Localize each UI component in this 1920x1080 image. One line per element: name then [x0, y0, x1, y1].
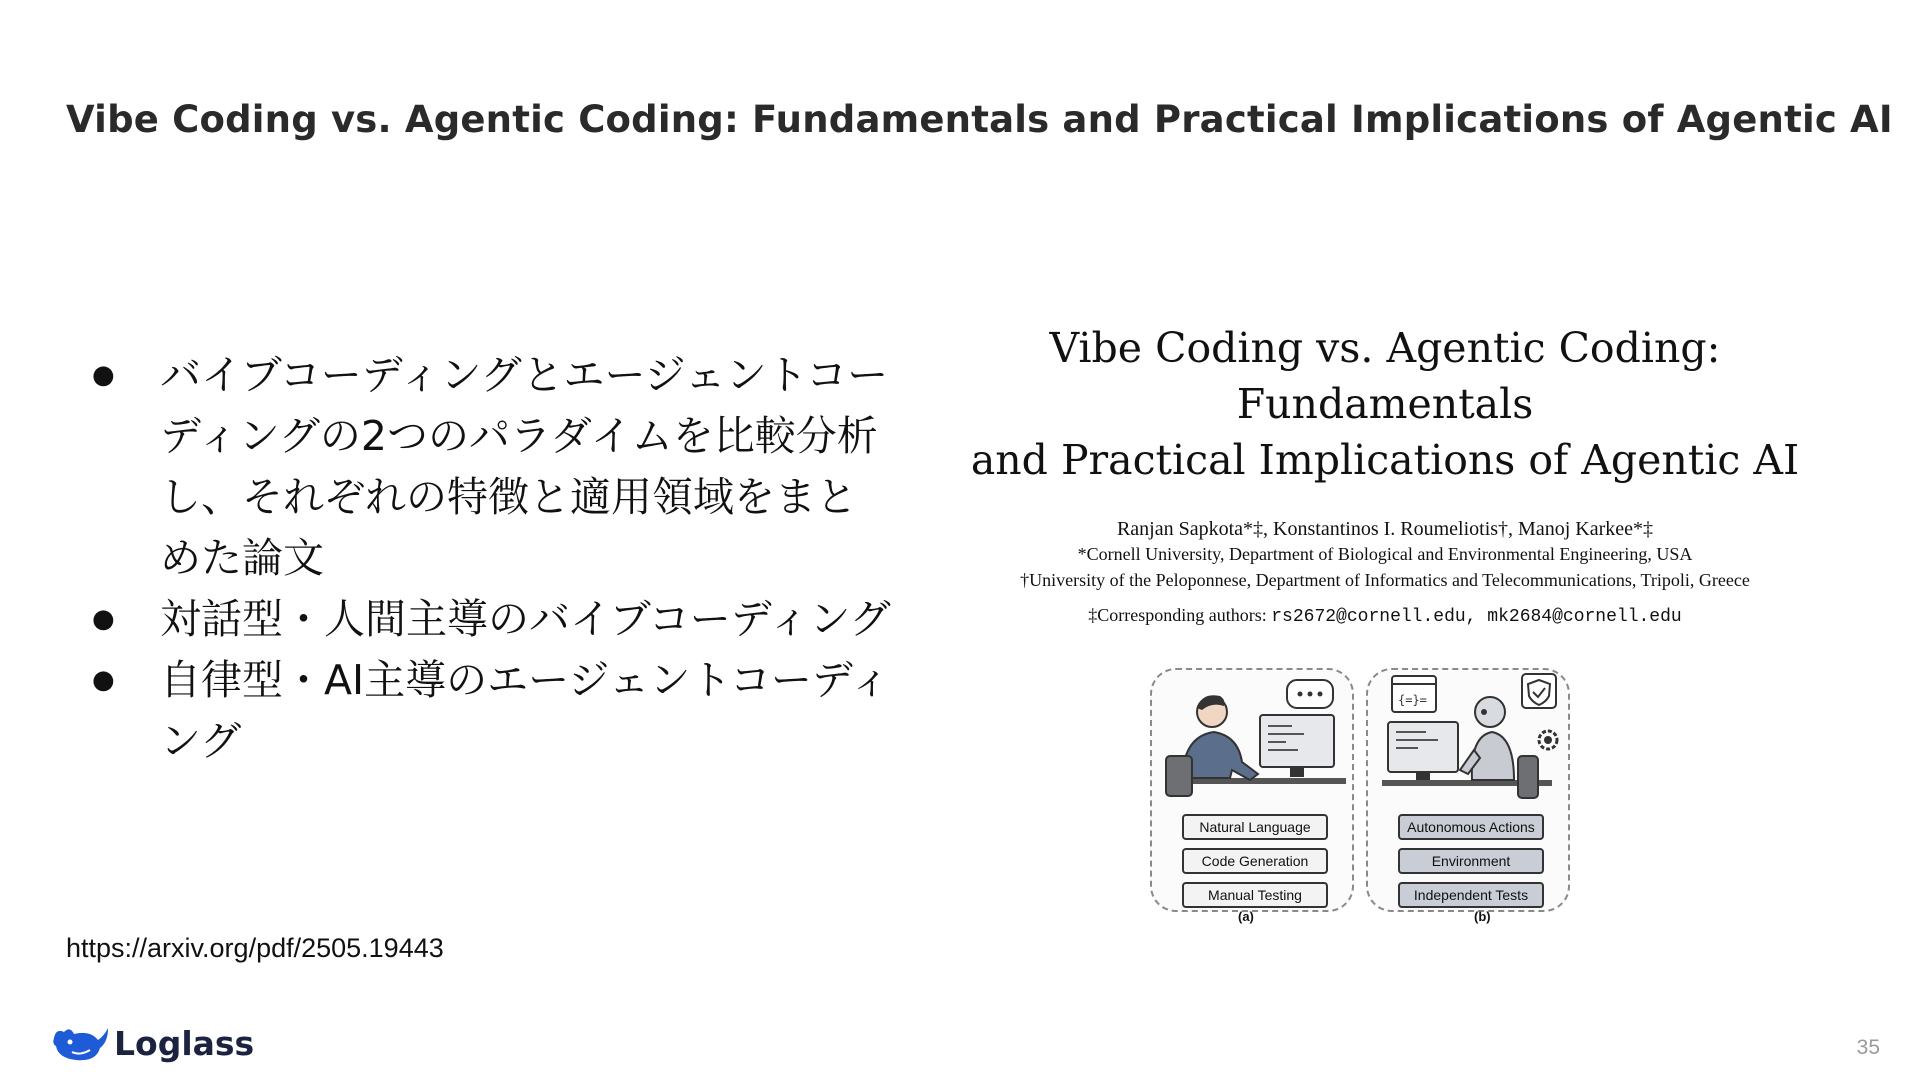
paper-affiliation-peloponnese: †University of the Peloponnese, Department of Informatics and Telecommunications, Tripoli, Greece	[1020, 570, 1750, 590]
corresponding-label: ‡Corresponding authors:	[1088, 605, 1267, 625]
paper-affiliation-cornell: *Cornell University, Department of Biological and Environmental Engineering, USA	[1077, 544, 1693, 564]
robot-coder-illustration	[1368, 670, 1568, 800]
slide-title: Vibe Coding vs. Agentic Coding: Fundamentals and Practical Implications of Agentic AI	[66, 98, 1893, 141]
paper-header-clip	[905, 320, 1865, 627]
bullet-item: ● バイブコーディングとエージェントコーディングの2つのパラダイムを比較分析し、それぞれの特徴と適用領域をまとめた論文	[92, 345, 892, 589]
paper-title	[905, 320, 1865, 488]
step-environment: Environment	[1398, 848, 1544, 874]
step-autonomous-actions: Autonomous Actions	[1398, 814, 1544, 840]
panel-b-label: (b)	[1474, 909, 1491, 924]
paper-authors: Ranjan Sapkota*‡, Konstantinos I. Roumeliotis†, Manoj Karkee*‡	[1116, 518, 1654, 540]
step-natural-language: Natural Language	[1182, 814, 1328, 840]
company-logo	[50, 1022, 254, 1064]
step-independent-tests: Independent Tests	[1398, 882, 1544, 908]
bullet-item: ● 自律型・AI主導のエージェントコーディング	[92, 650, 892, 772]
step-code-generation: Code Generation	[1182, 848, 1328, 874]
whale-logo-icon	[50, 1022, 110, 1064]
panel-a-label: (a)	[1238, 909, 1254, 924]
panel-agentic-coding	[1366, 668, 1570, 912]
page-number: 35	[1856, 1036, 1880, 1059]
human-coder-illustration	[1152, 670, 1352, 800]
paper-title-line1: Vibe Coding vs. Agentic Coding: Fundamentals	[1049, 324, 1721, 428]
paper-figure	[1138, 664, 1596, 928]
source-url[interactable]: https://arxiv.org/pdf/2505.19443	[66, 933, 444, 963]
paper-title-line2: and Practical Implications of Agentic AI	[970, 436, 1800, 484]
paper-corresponding	[905, 605, 1865, 627]
logo-text: Loglass	[114, 1023, 255, 1063]
bullet-list	[92, 345, 892, 772]
corresponding-emails: rs2672@cornell.edu, mk2684@cornell.edu	[1271, 607, 1682, 627]
panel-vibe-coding	[1150, 668, 1354, 912]
step-manual-testing: Manual Testing	[1182, 882, 1328, 908]
bullet-item: ● 対話型・人間主導のバイブコーディング	[92, 589, 892, 650]
svg-text:{=}=: {=}=	[1398, 693, 1427, 707]
